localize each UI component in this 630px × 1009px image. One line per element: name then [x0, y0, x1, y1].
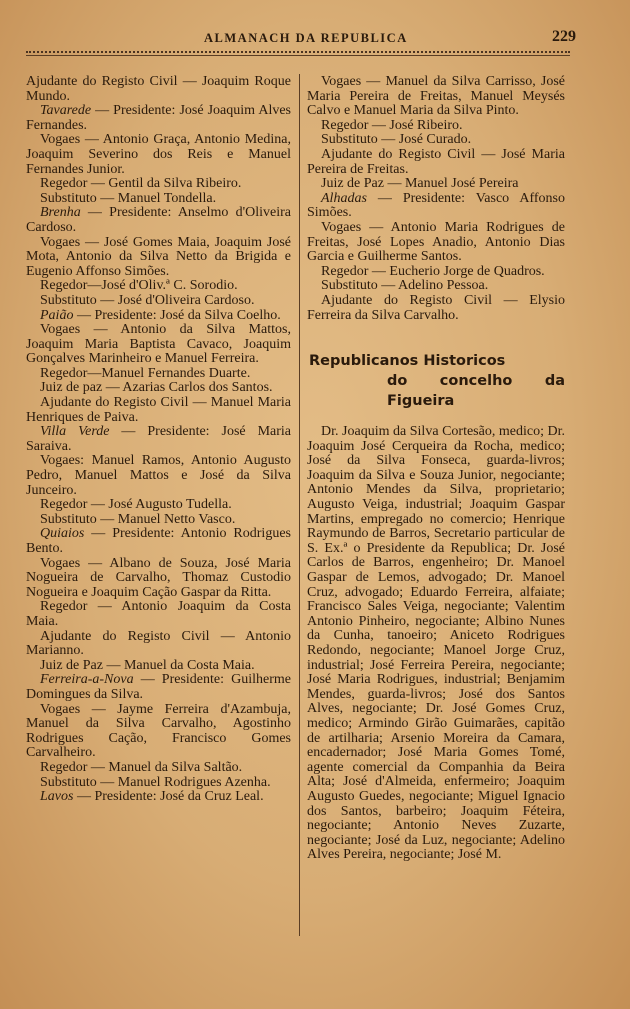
header-rule [26, 55, 570, 56]
right-column [307, 75, 565, 863]
entry: Substituto — José d'Oliveira Cardoso. [40, 292, 255, 308]
entry: Villa Verde — Presidente: José Maria Saraiva. [26, 424, 291, 454]
place-name: Ferreira-a-Nova [40, 672, 134, 688]
entry: Alhadas — Presidente: Vasco Affonso Simões. [307, 190, 565, 221]
entry: Ajudante do Registo Civil — Joaquim Roque Mundo. [26, 74, 291, 104]
entry: Ajudante do Registo Civil — Elysio Ferreira da Silva Carvalho. [307, 292, 565, 323]
entry: Brenha — Presidente: Anselmo d'Oliveira Cardoso. [26, 205, 291, 235]
entry: Vogaes — Antonio Maria Rodrigues de Freitas, José Lopes Anadio, Antonio Dias Garcia e Guilherme Santos. [307, 219, 565, 265]
entry: Vogaes — Antonio Graça, Antonio Medina, Joaquim Severino dos Reis e Manuel Fernandes Junior. [26, 132, 291, 177]
entry: Juiz de Paz — Manuel da Costa Maia. [40, 657, 255, 673]
entry: Substituto — José Curado. [321, 132, 472, 148]
entry: Substituto — Manuel Rodrigues Azenha. [40, 774, 271, 790]
left-column [26, 75, 291, 805]
entry: Quiaios — Presidente: Antonio Rodrigues Bento. [26, 526, 291, 556]
entry: Regedor — José Augusto Tudella. [40, 497, 232, 513]
entry: Regedor—Manuel Fernandes Duarte. [40, 365, 251, 381]
entry: Ajudante do Registo Civil — Antonio Marianno. [26, 628, 291, 659]
place-name: Villa Verde [40, 424, 110, 440]
entry: Vogaes — José Gomes Maia, Joaquim José Mota, Antonio da Silva Netto da Brigida e Eugenio Affonso Simões. [26, 234, 291, 279]
entry: Juiz de paz — Azarias Carlos dos Santos. [40, 380, 273, 396]
entry: Regedor — José Ribeiro. [321, 117, 463, 133]
entry: Vogaes: Manuel Ramos, Antonio Augusto Pedro, Manuel Mattos e José da Silva Junceiro. [26, 453, 291, 498]
entry: Ajudante do Registo Civil — José Maria Pereira de Freitas. [307, 146, 565, 177]
page-header [26, 30, 576, 48]
entry: Vogaes — Antonio da Silva Mattos, Joaquim Maria Baptista Cavaco, Joaquim Gonçalves Marinheiro e Manuel Ferreira. [26, 322, 291, 367]
place-name: Alhadas [321, 190, 367, 206]
entry: Juiz de Paz — Manuel José Pereira [321, 176, 519, 192]
entry: Ferreira-a-Nova — Presidente: Guilherme Domingues da Silva. [26, 672, 291, 702]
entry: Regedor — Manuel da Silva Saltão. [40, 759, 243, 775]
place-name: Paião [40, 307, 74, 323]
entry: Tavarede — Presidente: José Joaquim Alves Fernandes. [26, 103, 291, 133]
entry: Regedor — Antonio Joaquim da Costa Maia. [26, 599, 291, 629]
entry: Regedor — Eucherio Jorge de Quadros. [321, 263, 545, 279]
header-rule-dotted [26, 51, 570, 53]
place-name: Tavarede [40, 103, 92, 119]
section-body: Dr. Joaquim da Silva Cortesão, medico; Dr. Joaquim José Cerqueira da Rocha, medico; José da Silva Fonseca, guarda-livros; Joaquim da Silva e Souza Junior, negociante; Antonio Mendes da Silva, proprietario; Augusto Veiga, industrial; Joaquim Gaspar Martins, empregado no comercio; Henrique Raymundo de Barros, Secretario particular de S. Ex.ª o Presidente da Republica; Dr. José Carlos de Barros, engenheiro; Dr. Manoel Gaspar de Lemos, advogado; Dr. Manoel Cruz, advogado; Eduardo Ferreira, alfaiate; Francisco Sales Veiga, negociante; Valentim Antonio Pinheiro, negociante; Albino Nunes da Cunha, tanoeiro; Aniceto Rodrigues Redondo, negociante; Manoel Jorge Cruz, industrial; José Ferreira Pereira, negociante; José Maria Rodrigues, industrial; Benjamim Mendes, guarda-livros; José dos Santos Alves, negociante; Dr. José Gomes Cruz, medico; Armindo Girão Guimarães, capitão de artilharia; Arsenio Moreira da Camara, encadernador; José Maria Gomes Tomé, agente comercial da Companhia da Beira Alta; José d'Almeida, enfermeiro; Joaquim Augusto Guedes, negociante; Miguel Ignacio dos Santos, barbeiro; Joaquim Féteira, negociante; Antonio Neves Zuzarte, negociante; José da Luz, negociante; Adelino Alves Pereira, negociante; José M. [307, 424, 565, 863]
column-divider [299, 74, 300, 936]
place-name: Quiaios [40, 526, 85, 542]
entry: Regedor — Gentil da Silva Ribeiro. [40, 176, 242, 192]
entry: Vogaes — Albano de Souza, José Maria Nogueira de Carvalho, Thomaz Custodio Nogueira e Joaquim Cação Gaspar da Ritta. [26, 555, 291, 600]
section-heading-line1: Republicanos Historicos [309, 353, 506, 370]
place-name: Brenha [40, 205, 81, 221]
place-name: Lavos [40, 789, 74, 805]
entry: Vogaes — Jayme Ferreira d'Azambuja, Manuel da Silva Carvalho, Agostinho Rodrigues Cação, Francisco Gomes Carvalheiro. [26, 701, 291, 761]
section-heading-line2: do concelho da Figueira [387, 373, 565, 410]
entry: Vogaes — Manuel da Silva Carrisso, José Maria Pereira de Freitas, Manuel Meysés Calvo e Manuel Maria da Silva Pinto. [307, 74, 565, 119]
entry: Substituto — Manuel Netto Vasco. [40, 511, 236, 527]
running-title: ALMANACH DA REPUBLICA [204, 31, 408, 45]
page-number: 229 [552, 28, 576, 45]
entry: Substituto — Adelino Pessoa. [321, 278, 489, 294]
entry: Substituto — Manuel Tondella. [40, 190, 217, 206]
entry: Paião — Presidente: José da Silva Coelho. [40, 307, 281, 323]
entry: Ajudante do Registo Civil — Manuel Maria Henriques de Paiva. [26, 395, 291, 425]
entry: Lavos — Presidente: José da Cruz Leal. [40, 789, 264, 805]
entry: Regedor—José d'Oliv.ª C. Sorodio. [40, 278, 238, 294]
